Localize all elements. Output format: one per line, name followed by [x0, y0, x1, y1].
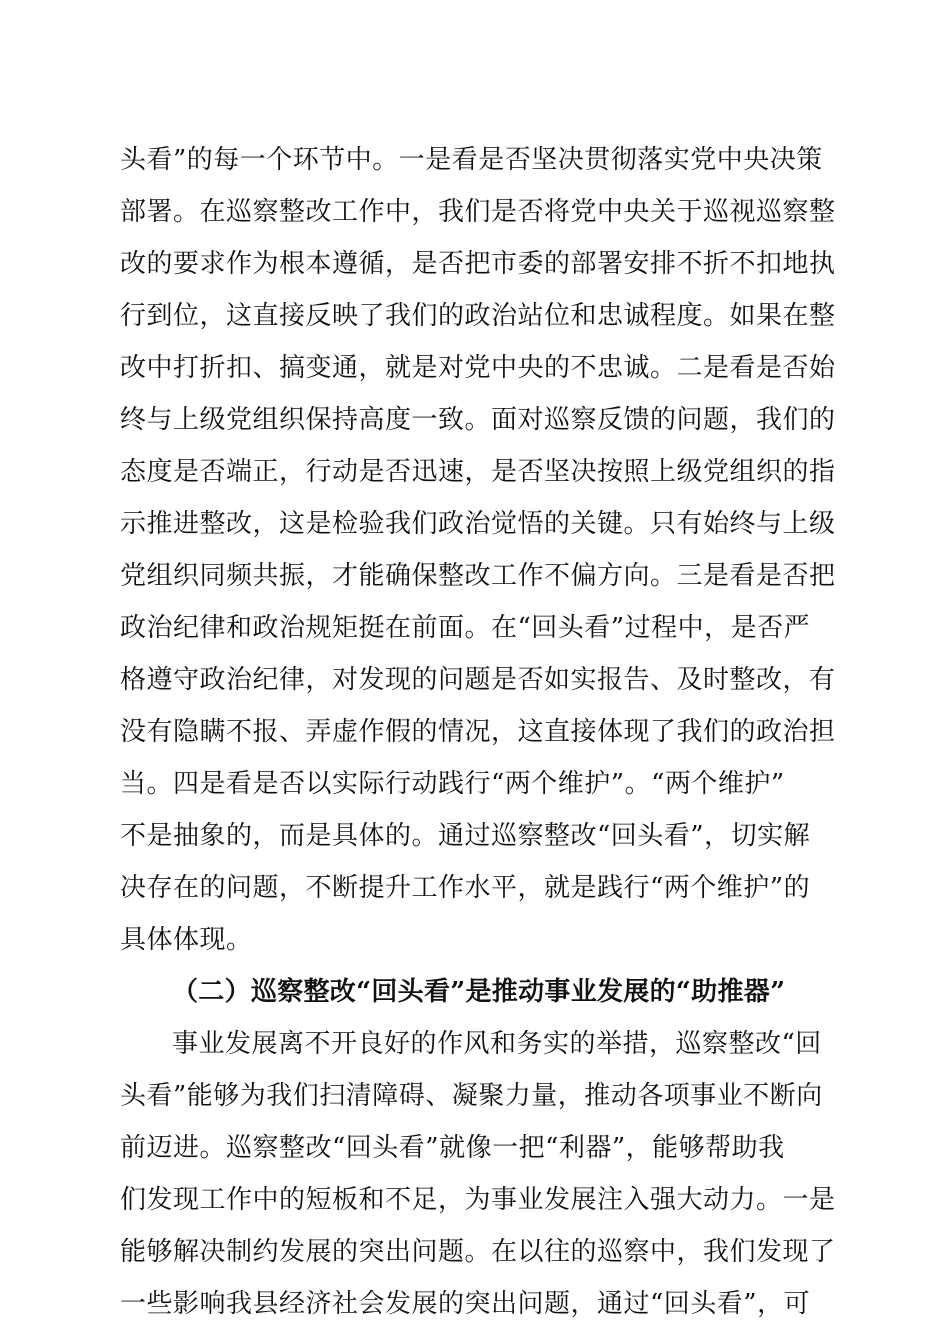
body-line: 当。四是看是否以实际行动践行“两个维护”。“两个维护”: [120, 769, 785, 799]
body-line: 头看”的每一个环节中。一是看是否坚决贯彻落实党中央决策: [120, 145, 823, 175]
body-line: 格遵守政治纪律，对发现的问题是否如实报告、及时整改，有: [120, 665, 836, 695]
body-line: 们发现工作中的短板和不足，为事业发展注入强大动力。一是: [120, 1185, 836, 1215]
body-line: 终与上级党组织保持高度一致。面对巡察反馈的问题，我们的: [120, 405, 836, 435]
body-line: 态度是否端正，行动是否迅速，是否坚决按照上级党组织的指: [120, 457, 836, 487]
body-line: 一些影响我县经济社会发展的突出问题，通过“回头看”，可: [120, 1289, 811, 1319]
body-line: 事业发展离不开良好的作风和务实的举措，巡察整改“回: [172, 1029, 822, 1059]
body-line: 具体体现。: [120, 925, 253, 955]
body-line: 没有隐瞒不报、弄虚作假的情况，这直接体现了我们的政治担: [120, 717, 836, 747]
body-line: 前迈进。巡察整改“回头看”就像一把“利器”，能够帮助我: [120, 1133, 785, 1163]
body-line: 党组织同频共振，才能确保整改工作不偏方向。三是看是否把: [120, 561, 836, 591]
body-line: 政治纪律和政治规矩挺在前面。在“回头看”过程中，是否严: [120, 613, 811, 643]
body-line: 改的要求作为根本遵循，是否把市委的部署安排不折不扣地执: [120, 249, 836, 279]
body-line: 头看”能够为我们扫清障碍、凝聚力量，推动各项事业不断向: [120, 1081, 823, 1111]
body-line: 改中打折扣、搞变通，就是对党中央的不忠诚。二是看是否始: [120, 353, 836, 383]
section-heading: （二）巡察整改“回头看”是推动事业发展的“助推器”: [172, 977, 786, 1007]
body-line: 行到位，这直接反映了我们的政治站位和忠诚程度。如果在整: [120, 301, 836, 331]
body-line: 能够解决制约发展的突出问题。在以往的巡察中，我们发现了: [120, 1237, 836, 1267]
body-line: 不是抽象的，而是具体的。通过巡察整改“回头看”，切实解: [120, 821, 811, 851]
body-line: 示推进整改，这是检验我们政治觉悟的关键。只有始终与上级: [120, 509, 836, 539]
body-line: 部署。在巡察整改工作中，我们是否将党中央关于巡视巡察整: [120, 197, 836, 227]
body-line: 决存在的问题，不断提升工作水平，就是践行“两个维护”的: [120, 873, 811, 903]
